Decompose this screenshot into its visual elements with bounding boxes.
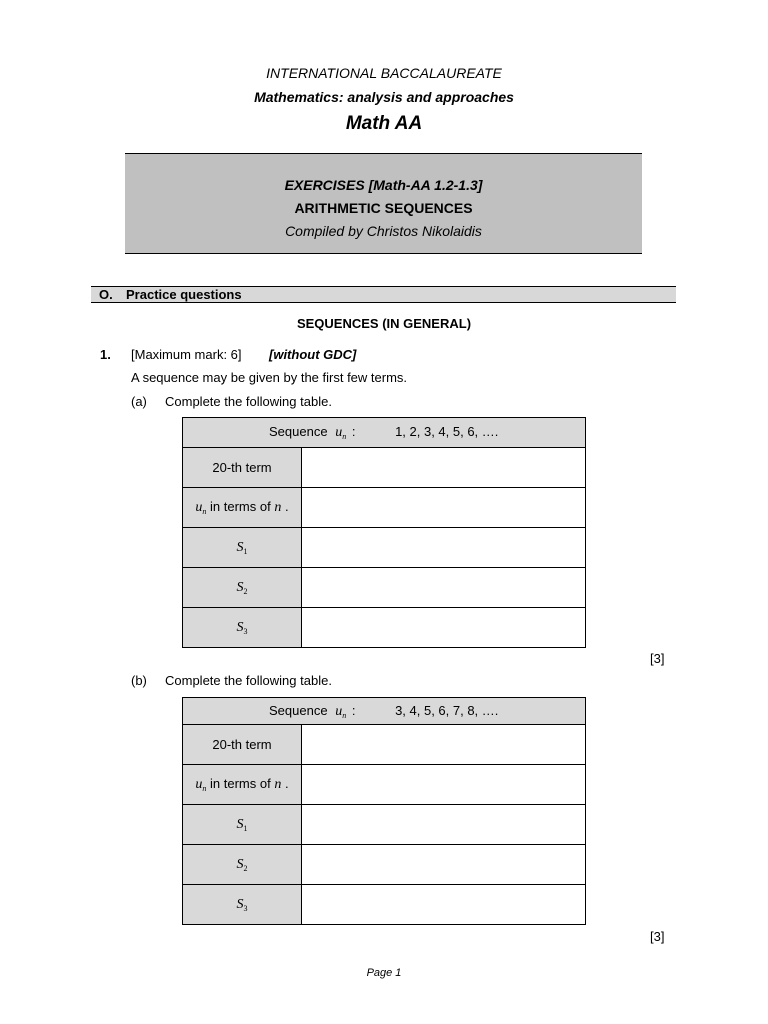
- un-symbol: un: [335, 703, 347, 720]
- banner-author: Compiled by Christos Nikolaidis: [285, 223, 482, 239]
- banner-topic: ARITHMETIC SEQUENCES: [294, 200, 473, 216]
- section-number: O.: [99, 287, 113, 302]
- answer-cell[interactable]: [302, 885, 586, 925]
- row-label-un-in-terms-of-n: $u_n$ in terms of n .: [183, 488, 302, 528]
- table-row: [183, 725, 586, 765]
- header-institution: INTERNATIONAL BACCALAUREATE: [266, 65, 502, 81]
- colon: :: [351, 424, 356, 439]
- part-b-table: [182, 697, 586, 925]
- table-row: [183, 805, 586, 845]
- row-label-s2: $S_2$: [183, 845, 302, 885]
- section-title: Practice questions: [126, 287, 242, 302]
- row-label-s1: $S_1$: [183, 528, 302, 568]
- answer-cell[interactable]: [302, 765, 586, 805]
- table-row: [183, 845, 586, 885]
- table-row: [183, 448, 586, 488]
- answer-cell[interactable]: [302, 448, 586, 488]
- table-header-label: Sequence: [269, 424, 328, 439]
- banner-exercises: EXERCISES [Math-AA 1.2-1.3]: [284, 177, 483, 193]
- colon: :: [351, 702, 356, 718]
- table-row: [183, 488, 586, 528]
- question-gdc: [without GDC]: [269, 347, 357, 362]
- part-a-marks: [3]: [650, 651, 665, 666]
- row-label-20th-term: 20-th term: [183, 725, 302, 765]
- answer-cell[interactable]: [302, 725, 586, 765]
- row-label-s3: $S_3$: [183, 885, 302, 925]
- table-sequence: 3, 4, 5, 6, 7, 8, ….: [395, 702, 499, 718]
- row-label-un-in-terms-of-n: $u_n$ in terms of n .: [183, 765, 302, 805]
- answer-cell[interactable]: [302, 845, 586, 885]
- row-label-s3: $S_3$: [183, 608, 302, 648]
- question-intro: A sequence may be given by the first few terms.: [131, 370, 408, 385]
- subheading: SEQUENCES (IN GENERAL): [296, 316, 472, 331]
- un-symbol: un: [335, 425, 347, 441]
- section-bar: [91, 286, 676, 303]
- table-row: [183, 568, 586, 608]
- table-sequence: 1, 2, 3, 4, 5, 6, ….: [395, 424, 499, 439]
- answer-cell[interactable]: [302, 805, 586, 845]
- answer-cell[interactable]: [302, 488, 586, 528]
- header-title: Math AA: [345, 113, 423, 134]
- table-header: [183, 698, 586, 725]
- header-course: Mathematics: analysis and approaches: [254, 89, 514, 105]
- part-a-instruction: Complete the following table.: [165, 394, 332, 409]
- row-label-s1: $S_1$: [183, 805, 302, 845]
- answer-cell[interactable]: [302, 568, 586, 608]
- part-a-table: [182, 417, 586, 648]
- exercise-banner: [125, 153, 642, 254]
- table-row: [183, 528, 586, 568]
- row-label-s2: $S_2$: [183, 568, 302, 608]
- row-label-20th-term: 20-th term: [183, 448, 302, 488]
- answer-cell[interactable]: [302, 528, 586, 568]
- part-b-marks: [3]: [650, 929, 665, 944]
- table-row: [183, 885, 586, 925]
- table-row: [183, 608, 586, 648]
- table-row: [183, 765, 586, 805]
- table-header-label: Sequence: [269, 702, 328, 718]
- table-header: [183, 418, 586, 448]
- part-a-label: (a): [131, 394, 147, 409]
- question-max-mark: [Maximum mark: 6]: [131, 347, 242, 362]
- page-number: Page 1: [366, 967, 402, 979]
- question-number: 1.: [100, 347, 111, 362]
- answer-cell[interactable]: [302, 608, 586, 648]
- part-b-label: (b): [131, 673, 147, 688]
- part-b-instruction: Complete the following table.: [165, 673, 332, 688]
